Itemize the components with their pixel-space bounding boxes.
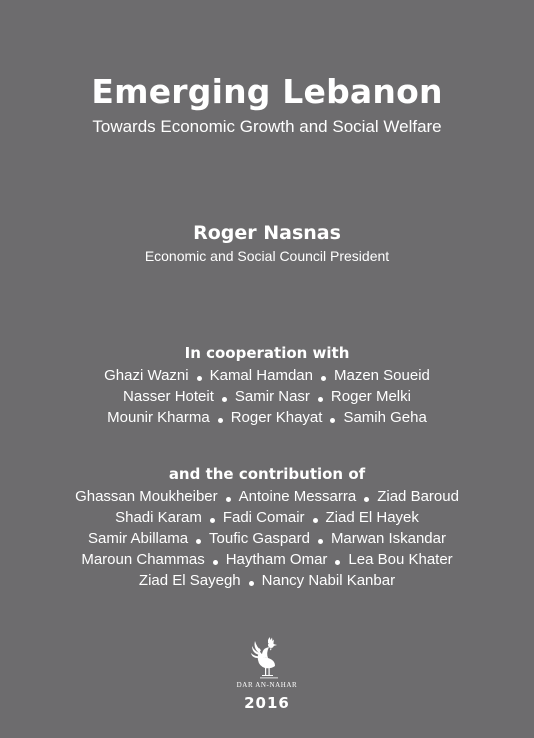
contributor-name: Roger Melki [330,388,411,405]
contributor-name: Roger Khayat [230,409,323,426]
bullet-separator-icon [210,518,215,523]
rooster-logo-icon [251,636,287,680]
contributor-name: Shadi Karam [115,509,202,526]
bullet-separator-icon [218,418,223,423]
contributor-name: Ziad Baroud [377,488,459,505]
contribution-names [0,486,534,591]
author-name: Roger Nasnas [193,222,341,244]
contributor-name: Maroun Chammas [81,551,205,568]
publisher-name: DAR AN-NAHAR [236,681,298,689]
bullet-separator-icon [335,560,340,565]
contributor-name: Marwan Iskandar [330,530,446,547]
contribution-heading: and the contribution of [168,465,366,483]
contributor-name: Samih Geha [343,409,427,426]
cooperation-line [0,386,534,407]
contributor-name: Ghazi Wazni [104,367,189,384]
bullet-separator-icon [321,376,326,381]
contribution-line [0,507,534,528]
contributor-name: Ghassan Moukheiber [75,488,218,505]
contributor-name: Ziad El Sayegh [138,572,241,589]
contributor-name: Fadi Comair [222,509,305,526]
book-subtitle: Towards Economic Growth and Social Welfare [92,117,442,136]
bullet-separator-icon [318,397,323,402]
contribution-line [0,570,534,591]
contributor-name: Nancy Nabil Kanbar [261,572,396,589]
bullet-separator-icon [222,397,227,402]
contributor-name: Antoine Messarra [238,488,357,505]
contributor-name: Kamal Hamdan [209,367,313,384]
contributor-name: Samir Abillama [88,530,189,547]
cooperation-heading: In cooperation with [184,344,350,362]
bullet-separator-icon [213,560,218,565]
contributor-name: Mounir Kharma [107,409,210,426]
bullet-separator-icon [226,497,231,502]
bullet-separator-icon [313,518,318,523]
contributor-name: Toufic Gaspard [209,530,310,547]
publication-year: 2016 [244,694,290,712]
contributor-name: Mazen Soueid [333,367,430,384]
author-role: Economic and Social Council President [144,248,390,264]
contributor-name: Haytham Omar [225,551,328,568]
bullet-separator-icon [249,581,254,586]
contributor-name: Samir Nasr [234,388,310,405]
contributor-name: Ziad El Hayek [325,509,419,526]
bullet-separator-icon [364,497,369,502]
cooperation-line [0,407,534,428]
bullet-separator-icon [330,418,335,423]
bullet-separator-icon [318,539,323,544]
book-title: Emerging Lebanon [91,72,443,111]
contributor-name: Nasser Hoteit [123,388,214,405]
bullet-separator-icon [196,539,201,544]
contribution-line [0,528,534,549]
bullet-separator-icon [197,376,202,381]
cooperation-line [0,365,534,386]
contribution-line [0,549,534,570]
cooperation-names [0,365,534,428]
contributor-name: Lea Bou Khater [348,551,453,568]
contribution-line [0,486,534,507]
